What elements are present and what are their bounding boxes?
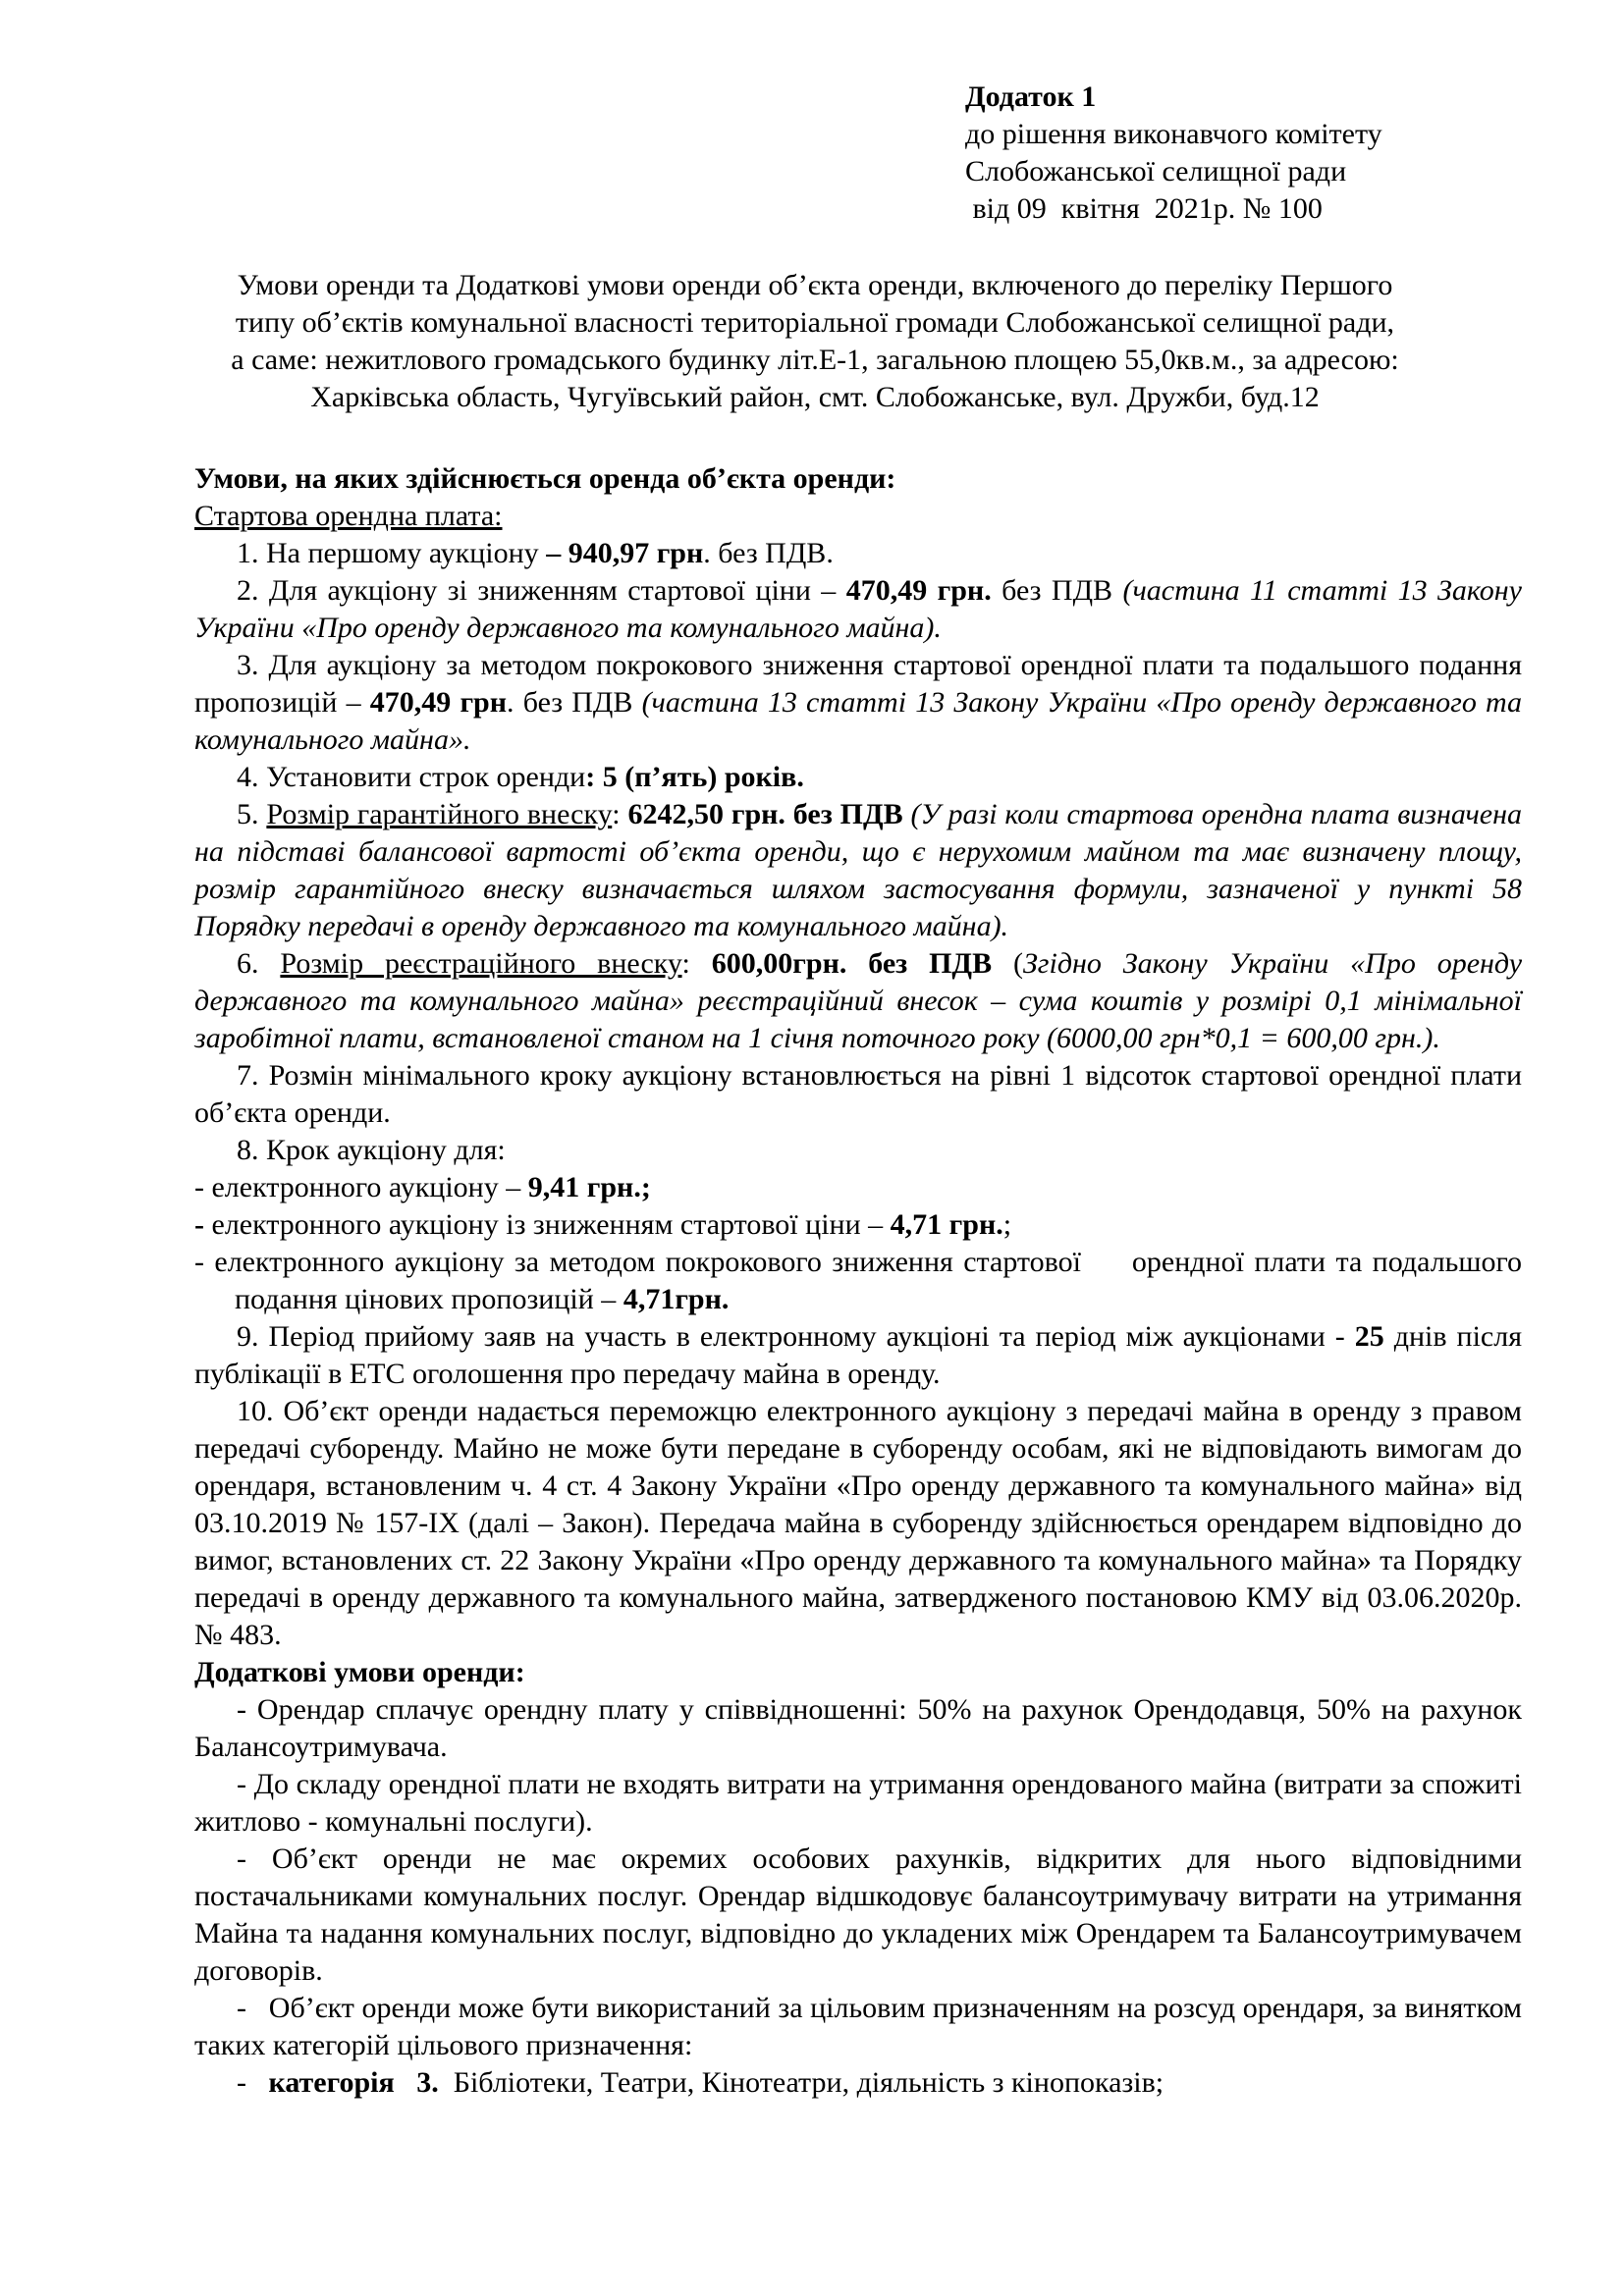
step-b-text: електронного аукціону із зниженням стартової ціни – [204, 1208, 891, 1241]
title-line-3: а саме: нежитлового громадського будинку літ.Е-1, загальною площею 55,0кв.м., за адресою: [231, 344, 1399, 376]
step-b-suffix: ; [1002, 1208, 1012, 1241]
condition-item-1 [194, 535, 1522, 572]
additional-item-payment-split: - Орендар сплачує орендну плату у співвідношенні: 50% на рахунок Орендодавця, 50% на рахунок Балансоутримувача. [194, 1693, 1522, 1763]
appendix-date-line: від 09 квітня 2021р. № 100 [965, 192, 1323, 225]
title-line-4: Харківська область, Чугуївський район, смт. Слобожанське, вул. Дружби, буд.12 [310, 381, 1320, 413]
condition-3-amount: 470,49 грн [369, 686, 508, 719]
condition-6-note: Згідно Закону України «Про оренду державного та комунального майна» реєстраційний внесок – сума коштів у розмірі 0,1 мінімальної заробітної плати, встановленої станом на 1 січня поточного року (6000,00 грн*0,1 = 600,00 грн.). [194, 947, 1523, 1054]
condition-6-amount: 600,00грн. без ПДВ [711, 947, 993, 980]
step-a-amount: 9,41 грн.; [527, 1171, 651, 1203]
appendix-title: Додаток 1 [965, 80, 1097, 113]
condition-item-5 [194, 796, 1522, 945]
condition-2-amount: 470,49 грн. [845, 574, 992, 607]
additional-item-category-3 [194, 2064, 1522, 2102]
condition-6-label: Розмір реєстраційного внеску [280, 947, 682, 980]
step-c-amount: 4,71грн. [623, 1283, 730, 1315]
title-line-1: Умови оренди та Додаткові умови оренди об’єкта оренди, включеного до переліку Першого [237, 269, 1393, 301]
condition-1-amount: – 940,97 грн [546, 537, 704, 569]
condition-2-note: (частина 11 статті 13 Закону України «Про оренду державного та комунального майна). [194, 574, 1522, 644]
step-b-dash: - [194, 1208, 204, 1241]
appendix-decision-line: до рішення виконавчого комітету [965, 118, 1382, 150]
category-dash: - [237, 2066, 269, 2099]
condition-5-note: (У разі коли стартова орендна плата визначена на підставі балансової вартості об’єкта оренди, що є нерухомим майном та має визначену площу, розмір гарантійного внеску визначається шляхом застосування формули, зазначеної у пункті 58 Порядку передачі в оренду державного та комунального майна). [194, 798, 1522, 942]
condition-5-label: Розмір гарантійного внеску [266, 798, 613, 830]
condition-3-mid: . без ПДВ [507, 686, 642, 719]
category-label: категорія 3. [268, 2066, 439, 2099]
condition-3-text: 3. Для аукціону за методом покрокового зниження стартової орендної плати та подальшого подання пропозицій – [194, 649, 1522, 719]
condition-1-text: 1. На першому аукціону [237, 537, 547, 569]
additional-item-purpose: - Об’єкт оренди може бути використаний за цільовим призначенням на розсуд орендаря, за винятком таких категорій цільового призначення: [194, 1992, 1530, 2061]
title-line-2: типу об’єктів комунальної власності територіальної громади Слобожанської селищної ради, [235, 306, 1395, 339]
condition-2-mid: без ПДВ [991, 574, 1123, 607]
condition-3-note: (частина 13 статті 13 Закону України «Про оренду державного та комунального майна». [194, 686, 1523, 756]
condition-5-amount: 6242,50 грн. без ПДВ [627, 798, 903, 830]
condition-4-term: : 5 (п’ять) років. [585, 761, 804, 793]
condition-5-colon: : [612, 798, 628, 830]
condition-6-colon: : [681, 947, 712, 980]
appendix-council-line: Слобожанської селищної ради [965, 155, 1347, 187]
condition-item-7: 7. Розмін мінімального кроку аукціону встановлюється на рівні 1 відсоток стартової орендної плати об’єкта оренди. [194, 1059, 1522, 1129]
condition-item-8-heading: 8. Крок аукціону для: [237, 1134, 506, 1166]
condition-5-number: 5. [237, 798, 267, 830]
condition-6-paren: ( [992, 947, 1023, 980]
conditions-heading: Умови, на яких здійснюється оренда об’єкта оренди: [194, 462, 896, 495]
appendix-header [965, 79, 1382, 228]
step-c-text: - електронного аукціону за методом покрокового зниження стартової орендної плати та подальшого подання цінових пропозицій – [194, 1246, 1530, 1315]
step-reduced-auction [194, 1206, 1522, 1244]
step-b-amount: 4,71 грн. [890, 1208, 1003, 1241]
condition-1-suffix: . без ПДВ. [703, 537, 834, 569]
condition-9-days: 25 [1354, 1320, 1384, 1353]
step-stepwise-auction [194, 1244, 1530, 1318]
condition-item-6 [194, 945, 1522, 1057]
document-body [194, 460, 1530, 2102]
category-text: Бібліотеки, Театри, Кінотеатри, діяльність з кінопоказів; [438, 2066, 1164, 2099]
starting-rent-subheading: Стартова орендна плата: [194, 500, 503, 532]
additional-conditions-heading: Додаткові умови оренди: [194, 1656, 525, 1688]
condition-item-3 [194, 647, 1522, 759]
condition-4-text: 4. Установити строк оренди [237, 761, 586, 793]
step-a-text: - електронного аукціону – [194, 1171, 528, 1203]
step-electronic-auction [194, 1169, 1522, 1206]
condition-2-text: 2. Для аукціону зі зниженням стартової ціни – [237, 574, 846, 607]
condition-item-9 [194, 1318, 1522, 1393]
condition-9-suffix: днів після публікації в ЕТС оголошення про передачу майна в оренду. [194, 1320, 1522, 1390]
condition-9-text: 9. Період прийому заяв на участь в електронному аукціоні та період між аукціонами - [237, 1320, 1355, 1353]
additional-item-utilities: - Об’єкт оренди не має окремих особових рахунків, відкритих для нього відповідними постачальниками комунальних послуг. Орендар відшкодовує балансоутримувачу витрати на утримання Майна та надання комунальних послуг, відповідно до укладених між Орендарем та Балансоутримувачем договорів. [194, 1842, 1522, 1987]
document-title [177, 267, 1453, 416]
condition-6-number: 6. [237, 947, 281, 980]
additional-item-rent-exclusions: - До складу орендної плати не входять витрати на утримання орендованого майна (витрати за спожиті житлово - комунальні послуги). [194, 1768, 1522, 1838]
condition-item-10: 10. Об’єкт оренди надається переможцю електронного аукціону з передачі майна в оренду з правом передачі суборенду. Майно не може бути передане в суборенду особам, які не відповідають вимогам до орендаря, встановленим ч. 4 ст. 4 Закону України «Про оренду державного та комунального майна» від 03.10.2019 № 157-ІХ (далі – Закон). Передача майна в суборенду здійснюється орендарем відповідно до вимог, встановлених ст. 22 Закону України «Про оренду державного та комунального майна» та Порядку передачі в оренду державного та комунального майна, затвердженого постановою КМУ від 03.06.2020р. № 483. [194, 1395, 1522, 1651]
condition-item-4 [194, 759, 1522, 796]
condition-item-2 [194, 572, 1522, 647]
